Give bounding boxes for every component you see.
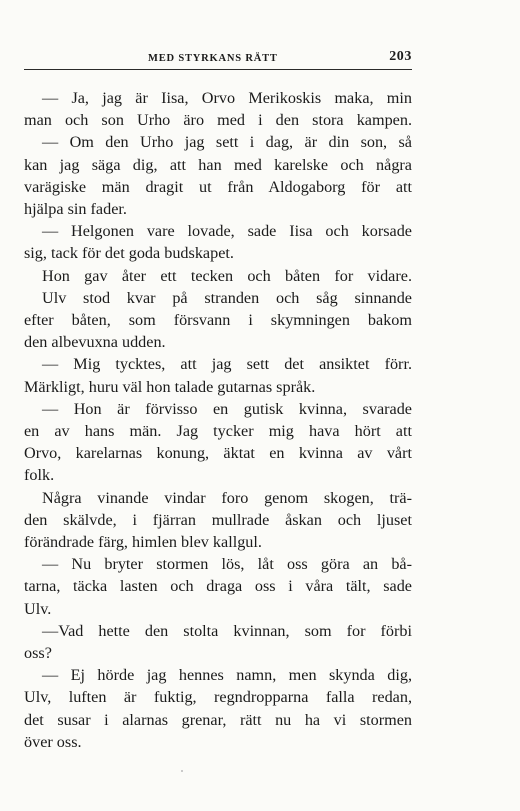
text-line: den albevuxna udden.: [24, 333, 166, 352]
text-line: — Ja, jag är Iisa, Orvo Merikoskis maka, min: [42, 89, 412, 107]
text-line: den skälvde, i fjärran mullrade åskan och ljuset: [24, 510, 412, 529]
text-line: Några vinande vindar foro genom skogen, trä-: [42, 488, 412, 507]
text-line: oss?: [24, 644, 52, 663]
text-line: Hon gav åter ett tecken och båten for vidare.: [42, 266, 412, 285]
running-head: MED STYRKANS RÄTT: [148, 53, 278, 64]
paper-speck: [181, 770, 183, 772]
text-line: — Hon är förvisso en gutisk kvinna, svarade: [42, 399, 412, 418]
text-line: Ulv, luften är fuktig, regndropparna falla redan,: [24, 688, 412, 707]
text-line: Märkligt, huru väl hon talade gutarnas språk.: [24, 377, 316, 396]
text-line: efter båten, som försvann i skymningen bakom: [24, 311, 412, 330]
text-line: — Nu bryter stormen lös, låt oss göra an bå-: [42, 555, 412, 574]
text-line: Ulv.: [24, 599, 52, 618]
text-line: det susar i alarnas grenar, rätt nu ha vi stormen: [24, 710, 412, 729]
text-line: man och son Urho äro med i den stora kampen.: [24, 111, 412, 130]
text-line: Orvo, karelarnas konung, äktat en kvinna av vårt: [24, 444, 412, 463]
text-line: — Helgonen vare lovade, sade Iisa och korsade: [42, 222, 412, 241]
body-text: [24, 87, 412, 753]
text-line: — Om den Urho jag sett i dag, är din son, så: [42, 133, 412, 152]
text-line: kan jag säga dig, att han med karelske och några: [24, 155, 412, 174]
text-line: en av hans män. Jag tycker mig hava hört att: [24, 422, 412, 441]
text-line: hjälpa sin fader.: [24, 200, 127, 219]
text-line: —Vad hette den stolta kvinnan, som for förbi: [42, 621, 412, 640]
text-line: — Ej hörde jag hennes namn, men skynda dig,: [42, 666, 412, 685]
text-line: tarna, täcka lasten och draga oss i våra tält, sade: [24, 577, 412, 596]
text-line: — Mig tycktes, att jag sett det ansiktet förr.: [42, 355, 412, 374]
header-rule: [24, 69, 412, 70]
page-number: 203: [389, 49, 412, 64]
page-header: [24, 48, 412, 68]
text-line: folk.: [24, 466, 55, 485]
text-line: förändrade färg, himlen blev kallgul.: [24, 533, 262, 552]
text-line: sig, tack för det goda budskapet.: [24, 244, 234, 263]
text-line: varägiske män dragit ut från Aldogaborg för att: [24, 177, 412, 196]
text-line: över oss.: [24, 732, 82, 751]
text-line: Ulv stod kvar på stranden och såg sinnande: [42, 288, 412, 307]
